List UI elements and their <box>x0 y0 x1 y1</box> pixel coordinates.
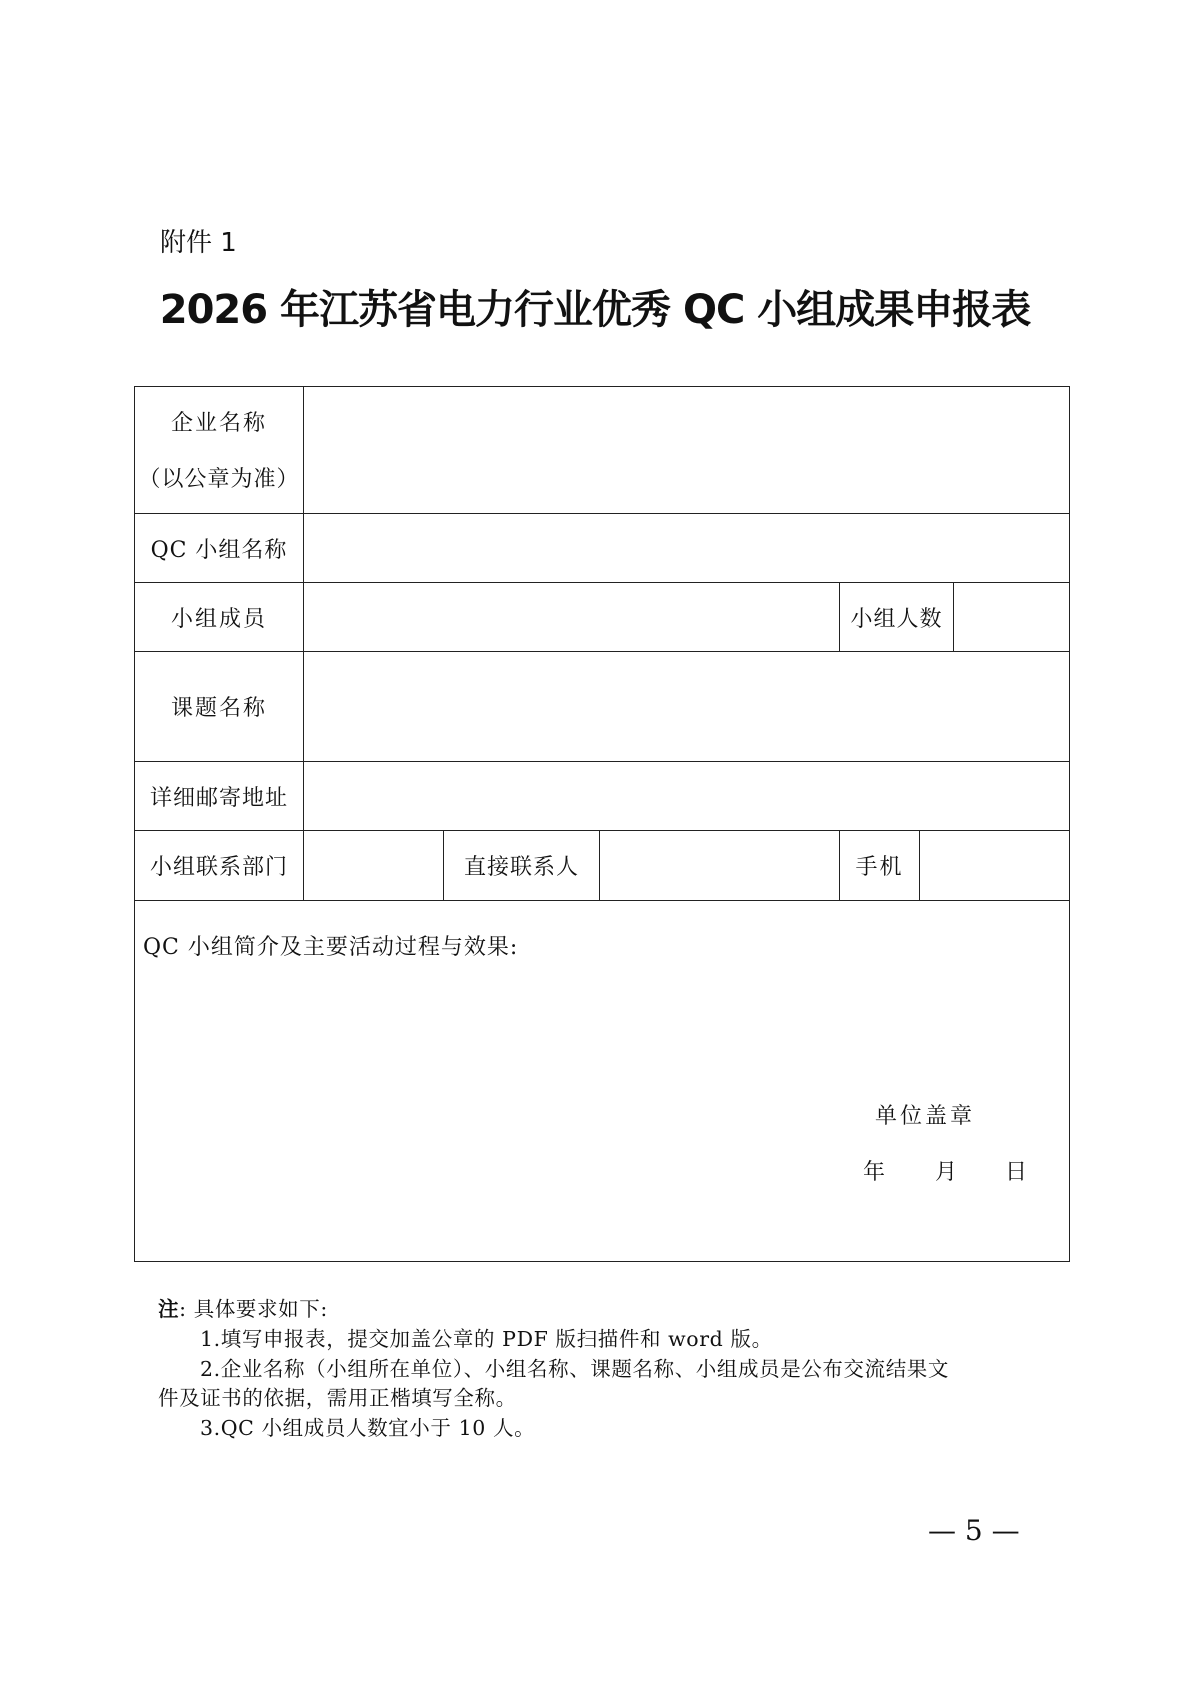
date-month-label: 月 <box>935 1160 958 1185</box>
members-field[interactable] <box>305 583 839 651</box>
member-count-label: 小组人数 <box>850 606 943 632</box>
address-label: 详细邮寄地址 <box>149 785 288 811</box>
company-name-field[interactable] <box>305 387 1069 513</box>
member-count-field[interactable] <box>955 583 1069 651</box>
intro-label: QC 小组简介及主要活动过程与效果: <box>143 935 519 960</box>
note-item: 1.填写申报表，提交加盖公章的 PDF 版扫描件和 word 版。 <box>200 1327 773 1351</box>
note-item: 3.QC 小组成员人数宜小于 10 人。 <box>200 1416 536 1440</box>
topic-label: 课题名称 <box>170 696 267 721</box>
notes-heading <box>158 1292 328 1322</box>
notes-intro: : 具体要求如下: <box>179 1297 328 1321</box>
intro-field[interactable] <box>135 967 1069 1087</box>
phone-label: 手机 <box>855 855 904 880</box>
seal-label: 单位盖章 <box>875 1104 976 1129</box>
application-form <box>134 386 1070 1262</box>
page-number: — 5 — <box>928 1514 1020 1547</box>
topic-field[interactable] <box>305 652 1069 761</box>
contact-label: 直接联系人 <box>463 855 579 880</box>
attachment-label: 附件 1 <box>160 228 237 258</box>
group-name-label: QC 小组名称 <box>150 537 288 563</box>
note-item: 件及证书的依据，需用正楷填写全称。 <box>158 1386 517 1410</box>
company-name-note: （以公章为准） <box>138 466 300 492</box>
note-item: 2.企业名称（小组所在单位）、小组名称、课题名称、小组成员是公布交流结果文 <box>200 1357 950 1381</box>
address-field[interactable] <box>305 762 1069 830</box>
notes-heading-bold: 注 <box>158 1297 180 1321</box>
form-title: 2026 年江苏省电力行业优秀 QC 小组成果申报表 <box>159 287 1031 333</box>
dept-label: 小组联系部门 <box>149 855 288 880</box>
phone-field[interactable] <box>921 831 1069 900</box>
date-year-label: 年 <box>863 1160 886 1185</box>
members-label: 小组成员 <box>170 606 267 632</box>
group-name-field[interactable] <box>305 514 1069 582</box>
company-name-label: 企业名称 <box>170 410 267 436</box>
contact-field[interactable] <box>601 831 839 900</box>
dept-field[interactable] <box>305 831 443 900</box>
date-day-label: 日 <box>1005 1160 1028 1185</box>
